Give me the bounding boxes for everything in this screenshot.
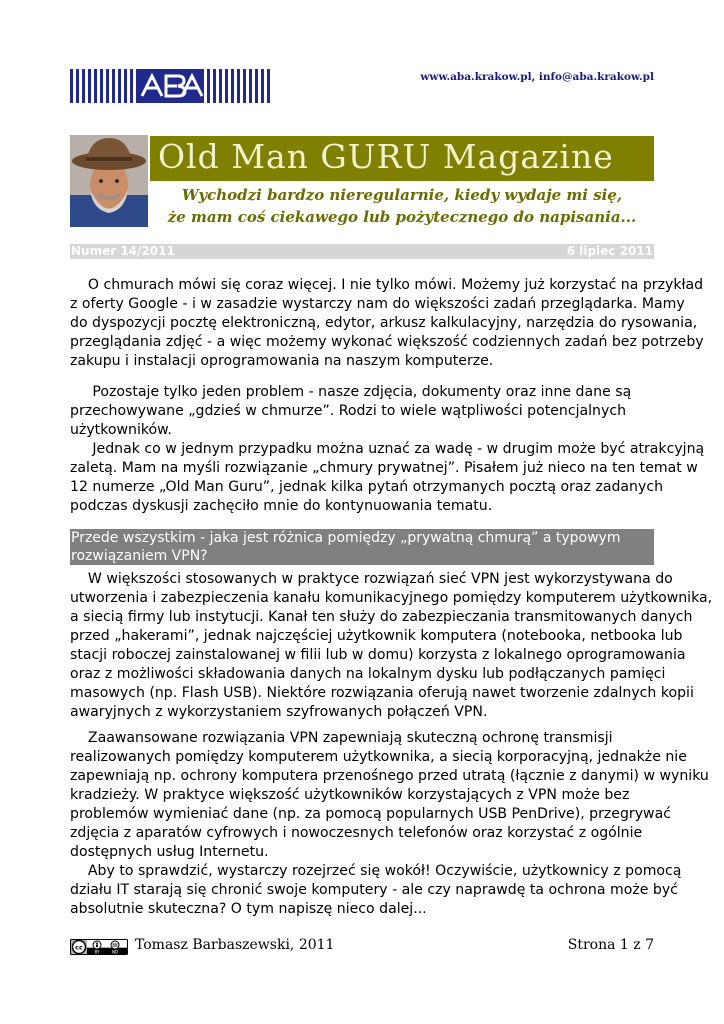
text-line: zakupu i instalacji oprogramowania na naszym komputerze.: [70, 353, 494, 369]
svg-text:cc: cc: [75, 943, 83, 952]
text-line: oraz z możliwości składowania danych na lokalnym dysku lub podłączanych pamięci: [70, 666, 666, 682]
text-line: problemów wymieniać dane (np. za pomocą popularnych USB PenDrive), przegrywać: [70, 806, 671, 822]
heading-line: Przede wszystkim - jaka jest różnica pomiędzy „prywatną chmurą” a typowym: [71, 530, 621, 546]
text-line: podczas dyskusji zachęciło mnie do kontynuowania tematu.: [70, 498, 493, 514]
text-line: W większości stosowanych w praktyce rozwiązań sieć VPN jest wykorzystywana do: [70, 571, 673, 587]
text-line: Zaawansowane rozwiązania VPN zapewniają skuteczną ochronę transmisji: [70, 730, 613, 746]
issue-bar: [70, 244, 654, 259]
author-photo: [70, 135, 148, 227]
svg-text:ND: ND: [111, 949, 119, 955]
aba-logo: [70, 69, 270, 103]
page-number: Strona 1 z 7: [567, 937, 654, 953]
issue-date: 6 lipiec 2011: [566, 244, 653, 258]
text-line: zaletą. Mam na myśli rozwiązanie „chmury prywatnej”. Pisałem już nieco na ten temat w: [70, 460, 698, 476]
text-line: O chmurach mówi się coraz więcej. I nie tylko mówi. Możemy już korzystać na przykład: [70, 277, 704, 293]
subtitle-line: Wychodzi bardzo nieregularnie, kiedy wydaje mi się,: [181, 186, 623, 204]
intro-paragraph-1: [70, 276, 704, 371]
text-line: a siecią firmy lub instytucji. Kanał ten służy do zabezpieczania transmitowanych danych: [70, 609, 693, 625]
text-line: masowych (np. Flash USB). Niektóre rozwiązania oferują nawet tworzenie zdalnych kopii: [70, 685, 694, 701]
text-line: przechowywane „gdzieś w chmurze”. Rodzi to wiele wątpliwości potencjalnych: [70, 403, 627, 419]
text-line: Pozostaje tylko jeden problem - nasze zdjęcia, dokumenty oraz inne dane są: [70, 384, 632, 400]
section-paragraph-1: [70, 570, 713, 722]
text-line: zdjęcia z aparatów cyfrowych i nowoczesnych telefonów oraz korzystać z ogólnie: [70, 825, 643, 841]
text-line: użytkowników.: [70, 422, 172, 438]
text-line: przed „hakerami”, jednak najczęściej użytkownik komputera (notebooka, netbooka lub: [70, 628, 683, 644]
heading-line: rozwiązaniem VPN?: [71, 548, 208, 564]
cc-license-icon: [70, 939, 128, 955]
text-line: realizowanych pomiędzy komputerem użytkownika, a siecią korporacyjną, jednakże nie: [70, 749, 687, 765]
text-line: przeglądania zdjęć - a więc możemy wykonać większość codziennych zadań bez potrzeby: [70, 334, 704, 350]
text-line: działu IT starają się chronić swoje komputery - ale czy naprawdę ta ochrona może być: [70, 882, 678, 898]
text-line: do dyspozycji pocztę elektroniczną, edytor, arkusz kalkulacyjny, narzędzia do rysowania,: [70, 315, 698, 331]
footer-author: Tomasz Barbaszewski, 2011: [135, 937, 335, 953]
text-line: Jednak co w jednym przypadku można uznać za wadę - w drugim może być atrakcyjną: [70, 441, 705, 457]
section-heading: [70, 529, 654, 565]
text-line: Aby to sprawdzić, wystarczy rozejrzeć się wokół! Oczywiście, użytkownicy z pomocą: [70, 863, 682, 879]
text-line: stacji roboczej zainstalowanej w filii lub w domu) korzysta z lokalnego oprogramowania: [70, 647, 686, 663]
text-line: dostępnych usług Internetu.: [70, 844, 269, 860]
intro-paragraph-2: [70, 383, 705, 516]
text-line: 12 numerze „Old Man Guru”, jednak kilka pytań otrzymanych pocztą oraz zadanych: [70, 479, 664, 495]
magazine-banner: [70, 135, 654, 227]
text-line: utworzenia i zabezpieczenia kanału komunikacyjnego pomiędzy komputerem użytkownika,: [70, 590, 713, 606]
text-line: awaryjnych z wykorzystaniem szyfrowanych połączeń VPN.: [70, 704, 488, 720]
text-line: zapewniają np. ochrony komputera przenośnego przed utratą (łącznie z danymi) w wyniku: [70, 768, 709, 784]
issue-number: Numer 14/2011: [71, 244, 175, 258]
subtitle-line: że mam coś ciekawego lub pożytecznego do napisania...: [167, 208, 637, 226]
section-paragraph-2: [70, 729, 709, 919]
magazine-title-bar: [150, 136, 654, 181]
text-line: z oferty Google - i w zasadzie wystarczy nam do większości zadań przeglądarka. Mamy: [70, 296, 685, 312]
svg-text:BY: BY: [94, 949, 100, 955]
text-line: absolutnie skuteczna? O tym napiszę nieco dalej...: [70, 901, 427, 917]
contact-link[interactable]: www.aba.krakow.pl, info@aba.krakow.pl: [420, 71, 654, 83]
text-line: kradzieży. W praktyce większość użytkowników korzystających z VPN może bez: [70, 787, 630, 803]
magazine-subtitle: [150, 184, 654, 228]
magazine-title: Old Man GURU Magazine: [158, 137, 614, 176]
